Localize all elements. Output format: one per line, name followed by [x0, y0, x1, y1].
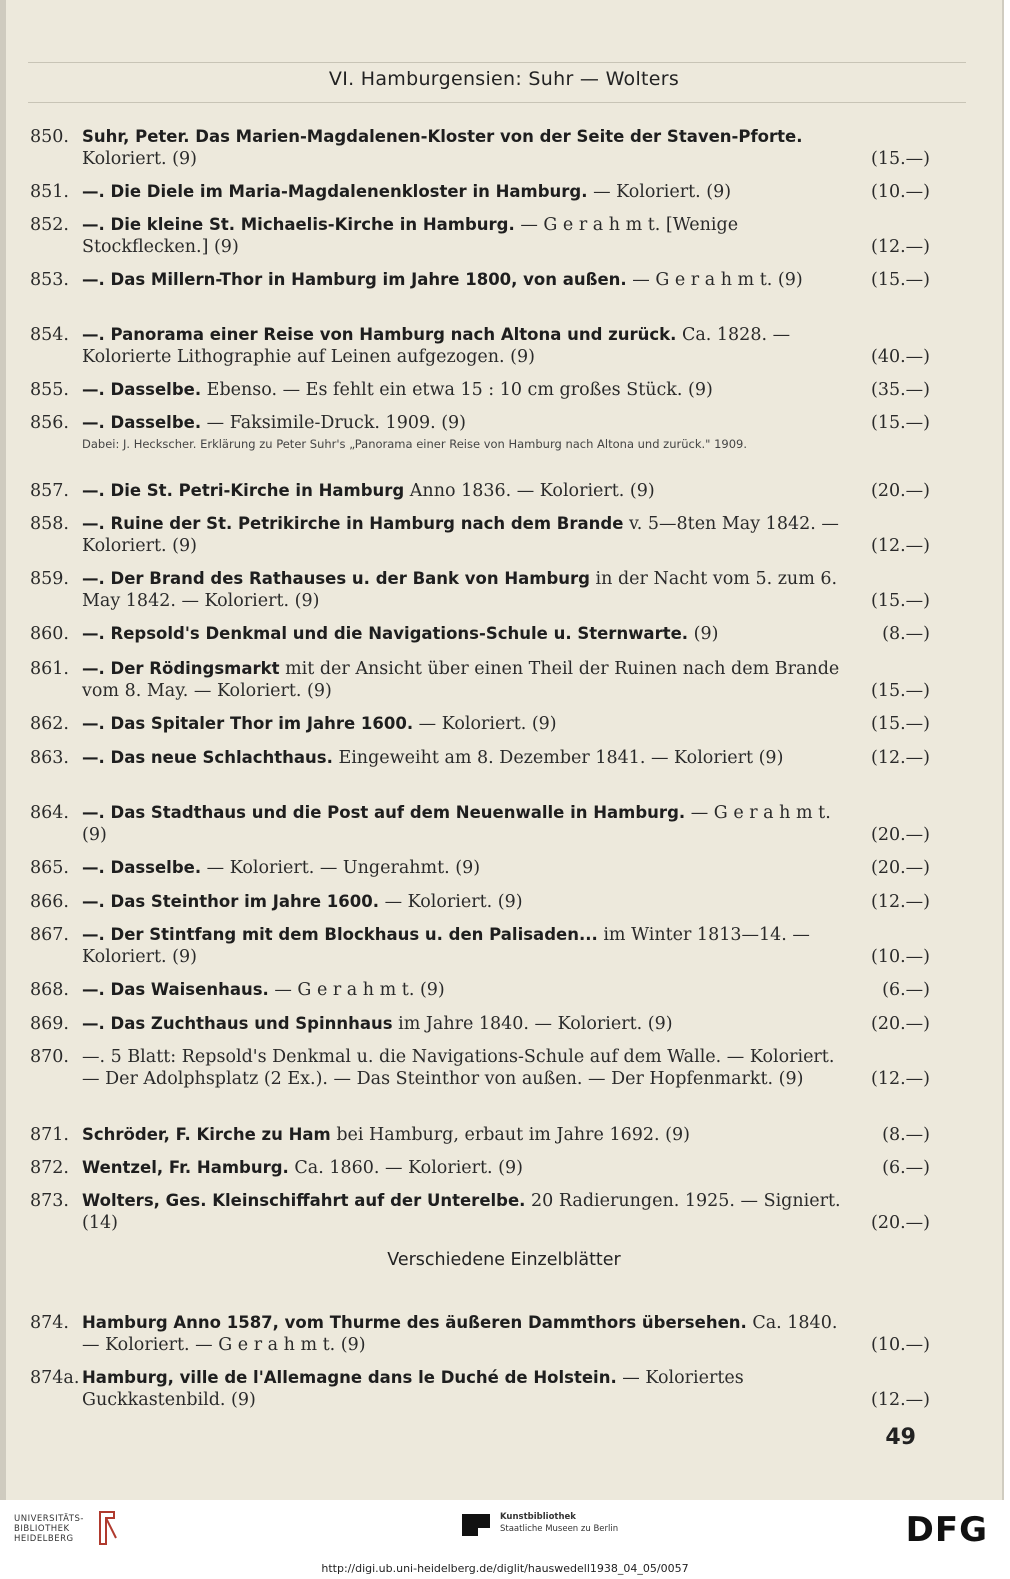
catalog-entry: [30, 1312, 930, 1356]
entry-description: — G e r a h m t. (9): [268, 980, 445, 1000]
entry-description: v. 5—8ten May 1842. — Koloriert. (9): [82, 514, 839, 556]
entry-price: (35.—): [871, 380, 930, 400]
entry-description: mit der Ansicht über einen Theil der Ruinen nach dem Brande vom 8. May. — Koloriert. (9): [82, 659, 840, 701]
entry-description: — G e r a h m t. (9): [626, 270, 803, 290]
catalog-entry: [30, 891, 930, 913]
entry-price: (12.—): [871, 1390, 930, 1410]
entry-title: —. Die kleine St. Michaelis-Kirche in Hamburg.: [82, 215, 515, 234]
entry-description: in der Nacht vom 5. zum 6. May 1842. — Koloriert. (9): [82, 569, 838, 611]
entry-description: —. 5 Blatt: Repsold's Denkmal u. die Navigations-Schule auf dem Walle. — Koloriert. — Der Adolphsplatz (2 Ex.). — Das Steinthor von außen. — Der Hopfenmarkt. (9): [82, 1047, 835, 1089]
entry-number: 854.: [30, 325, 69, 345]
entry-price: (12.—): [871, 237, 930, 257]
entry-number: 859.: [30, 569, 69, 589]
catalog-entry: [30, 924, 930, 968]
entry-description: (9): [688, 624, 719, 644]
kb-line-2: Staatliche Museen zu Berlin: [500, 1524, 619, 1534]
entry-number: 870.: [30, 1047, 69, 1067]
entry-number: 855.: [30, 380, 69, 400]
dfg-logo: DFG: [905, 1510, 988, 1550]
entry-number: 868.: [30, 980, 69, 1000]
entry-price: (10.—): [871, 182, 930, 202]
entry-price: (15.—): [871, 149, 930, 169]
entry-description: — Koloriert. (9): [587, 182, 732, 202]
entry-description: — Koloriert. (9): [413, 714, 557, 734]
entry-number: 851.: [30, 182, 69, 202]
entry-title: —. Dasselbe.: [82, 380, 202, 399]
entry-price: (15.—): [871, 681, 930, 701]
entry-description: — Koloriert. (9): [379, 892, 523, 912]
entry-description: Ca. 1860. — Koloriert. (9): [288, 1158, 523, 1178]
entry-description: Ca. 1840. — Koloriert. — G e r a h m t. (9): [82, 1313, 838, 1355]
entry-description: Eingeweiht am 8. Dezember 1841. — Koloriert (9): [332, 748, 784, 768]
entry-title: —. Panorama einer Reise von Hamburg nach Altona und zurück.: [82, 325, 677, 344]
entry-title: Wentzel, Fr. Hamburg.: [82, 1158, 289, 1177]
entry-price: (6.—): [882, 980, 930, 1000]
entry-price: (15.—): [871, 413, 930, 433]
catalog-entry: [30, 568, 930, 612]
entry-price: (15.—): [871, 714, 930, 734]
entry-description: Anno 1836. — Koloriert. (9): [404, 481, 655, 501]
entry-title: —. Der Rödingsmarkt: [82, 659, 280, 678]
catalog-entry: [30, 379, 930, 401]
catalog-entry: [30, 623, 930, 645]
entry-price: (15.—): [871, 591, 930, 611]
entry-price: (8.—): [882, 624, 930, 644]
entry-title: —. Das Steinthor im Jahre 1600.: [82, 892, 379, 911]
entry-price: (6.—): [882, 1158, 930, 1178]
entry-title: —. Das neue Schlachthaus.: [82, 748, 333, 767]
entry-title: —. Ruine der St. Petrikirche in Hamburg nach dem Brande: [82, 514, 624, 533]
catalog-entry: [30, 480, 930, 502]
section-heading: Verschiedene Einzelblätter: [387, 1250, 621, 1270]
entry-title: —. Der Stintfang mit dem Blockhaus u. den Palisaden...: [82, 925, 598, 944]
kunstbibliothek-logo-icon: [460, 1510, 494, 1544]
catalog-entry: [30, 412, 930, 434]
kunstbibliothek-logo-text: [500, 1511, 618, 1535]
entry-description: — Koloriert. — Ungerahmt. (9): [201, 858, 481, 878]
ub-logo-line: UNIVERSITÄTS-: [14, 1514, 84, 1524]
ub-logo-line: BIBLIOTHEK: [14, 1524, 70, 1534]
catalog-entry: [30, 269, 930, 291]
entry-price: (8.—): [882, 1125, 930, 1145]
kb-line-1: Kunstbibliothek: [500, 1512, 576, 1522]
ub-logo-icon: [92, 1508, 122, 1548]
entry-title: —. Das Zuchthaus und Spinnhaus: [82, 1014, 393, 1033]
entry-description: 20 Radierungen. 1925. — Signiert. (14): [82, 1191, 841, 1233]
catalog-entry: [30, 1013, 930, 1035]
entry-title: —. Das Spitaler Thor im Jahre 1600.: [82, 714, 414, 733]
page-number: 49: [885, 1425, 916, 1450]
entry-title: Hamburg, ville de l'Allemagne dans le Duché de Holstein.: [82, 1368, 617, 1387]
entry-description: — Faksimile-Druck. 1909. (9): [201, 413, 467, 433]
entry-price: (15.—): [871, 270, 930, 290]
catalog-entry: [30, 324, 930, 368]
entry-number: 869.: [30, 1014, 69, 1034]
entry-price: (20.—): [871, 825, 930, 845]
entry-title: Hamburg Anno 1587, vom Thurme des äußeren Dammthors übersehen.: [82, 1313, 747, 1332]
entry-title: Wolters, Ges. Kleinschiffahrt auf der Unterelbe.: [82, 1191, 526, 1210]
entry-description: — Koloriertes Guckkastenbild. (9): [82, 1368, 744, 1410]
catalog-entry: [30, 1190, 930, 1234]
entry-title: —. Der Brand des Rathauses u. der Bank von Hamburg: [82, 569, 590, 588]
entry-title: —. Die St. Petri-Kirche in Hamburg: [82, 481, 405, 500]
entry-price: (10.—): [871, 1335, 930, 1355]
entry-title: Schröder, F. Kirche zu Ham: [82, 1125, 331, 1144]
entry-description: Ca. 1828. — Kolorierte Lithographie auf Leinen aufgezogen. (9): [82, 325, 791, 367]
catalog-entry: [30, 1046, 930, 1090]
catalog-entry: [30, 1124, 930, 1146]
entry-description: bei Hamburg, erbaut im Jahre 1692. (9): [330, 1125, 690, 1145]
entry-description: — G e r a h m t. [Wenige Stockflecken.] (9): [82, 215, 739, 257]
ub-logo-line: HEIDELBERG: [14, 1534, 74, 1544]
top-rule: [28, 62, 966, 63]
entry-number: 856.: [30, 413, 69, 433]
catalog-entry: [30, 979, 930, 1001]
header-rule: [28, 102, 966, 103]
entry-price: (20.—): [871, 1213, 930, 1233]
entry-number: 872.: [30, 1158, 69, 1178]
entry-number: 857.: [30, 481, 69, 501]
entry-description: im Winter 1813—14. — Koloriert. (9): [82, 925, 810, 967]
catalog-entry: [30, 747, 930, 769]
entry-number: 852.: [30, 215, 69, 235]
entry-number: 860.: [30, 624, 69, 644]
entry-number: 874a.: [30, 1368, 80, 1388]
catalog-entry: [30, 1367, 930, 1411]
entry-description: Ebenso. — Es fehlt ein etwa 15 : 10 cm großes Stück. (9): [201, 380, 713, 400]
entry-number: 862.: [30, 714, 69, 734]
catalog-entry: [30, 713, 930, 735]
catalog-entry: [30, 658, 930, 702]
entry-number: 864.: [30, 803, 69, 823]
entry-note: Dabei: J. Heckscher. Erklärung zu Peter Suhr's „Panorama einer Reise von Hamburg nach Altona und zurück." 1909.: [82, 437, 748, 451]
entry-title: —. Dasselbe.: [82, 413, 202, 432]
entry-number: 865.: [30, 858, 69, 878]
entry-number: 850.: [30, 127, 69, 147]
entry-price: (12.—): [871, 892, 930, 912]
entry-price: (20.—): [871, 481, 930, 501]
entry-price: (20.—): [871, 1014, 930, 1034]
catalog-entry: [30, 1157, 930, 1179]
catalog-entry: [30, 802, 930, 846]
source-url[interactable]: http://digi.ub.uni-heidelberg.de/diglit/hauswedell1938_04_05/0057: [321, 1562, 689, 1575]
ub-heidelberg-logo: [14, 1514, 84, 1544]
catalog-entry: [30, 181, 930, 203]
catalog-entry: [30, 214, 930, 258]
entry-number: 863.: [30, 748, 69, 768]
entry-title: —. Die Diele im Maria-Magdalenenkloster in Hamburg.: [82, 182, 588, 201]
entry-description: — G e r a h m t. (9): [82, 803, 831, 845]
entry-number: 873.: [30, 1191, 69, 1211]
catalog-entry: [30, 126, 930, 170]
entry-number: 861.: [30, 659, 69, 679]
entry-price: (10.—): [871, 947, 930, 967]
entry-description: im Jahre 1840. — Koloriert. (9): [392, 1014, 673, 1034]
entry-price: (40.—): [871, 347, 930, 367]
entry-price: (20.—): [871, 858, 930, 878]
entry-description: Koloriert. (9): [82, 149, 197, 169]
entry-title: —. Das Waisenhaus.: [82, 980, 269, 999]
entry-number: 866.: [30, 892, 69, 912]
entry-title: —. Das Stadthaus und die Post auf dem Neuenwalle in Hamburg.: [82, 803, 686, 822]
entry-number: 858.: [30, 514, 69, 534]
catalog-entry: [30, 857, 930, 879]
entry-price: (12.—): [871, 1069, 930, 1089]
entry-number: 874.: [30, 1313, 69, 1333]
entry-title: Suhr, Peter. Das Marien-Magdalenen-Kloster von der Seite der Staven-Pforte.: [82, 127, 803, 146]
catalog-entry: [30, 513, 930, 557]
entry-number: 867.: [30, 925, 69, 945]
entry-title: —. Dasselbe.: [82, 858, 202, 877]
entry-number: 871.: [30, 1125, 69, 1145]
entry-price: (12.—): [871, 536, 930, 556]
entry-price: (12.—): [871, 748, 930, 768]
running-header: VI. Hamburgensien: Suhr — Wolters: [328, 68, 680, 90]
entry-title: —. Das Millern-Thor in Hamburg im Jahre 1800, von außen.: [82, 270, 627, 289]
entry-title: —. Repsold's Denkmal und die Navigations-Schule u. Sternwarte.: [82, 624, 689, 643]
entry-number: 853.: [30, 270, 69, 290]
